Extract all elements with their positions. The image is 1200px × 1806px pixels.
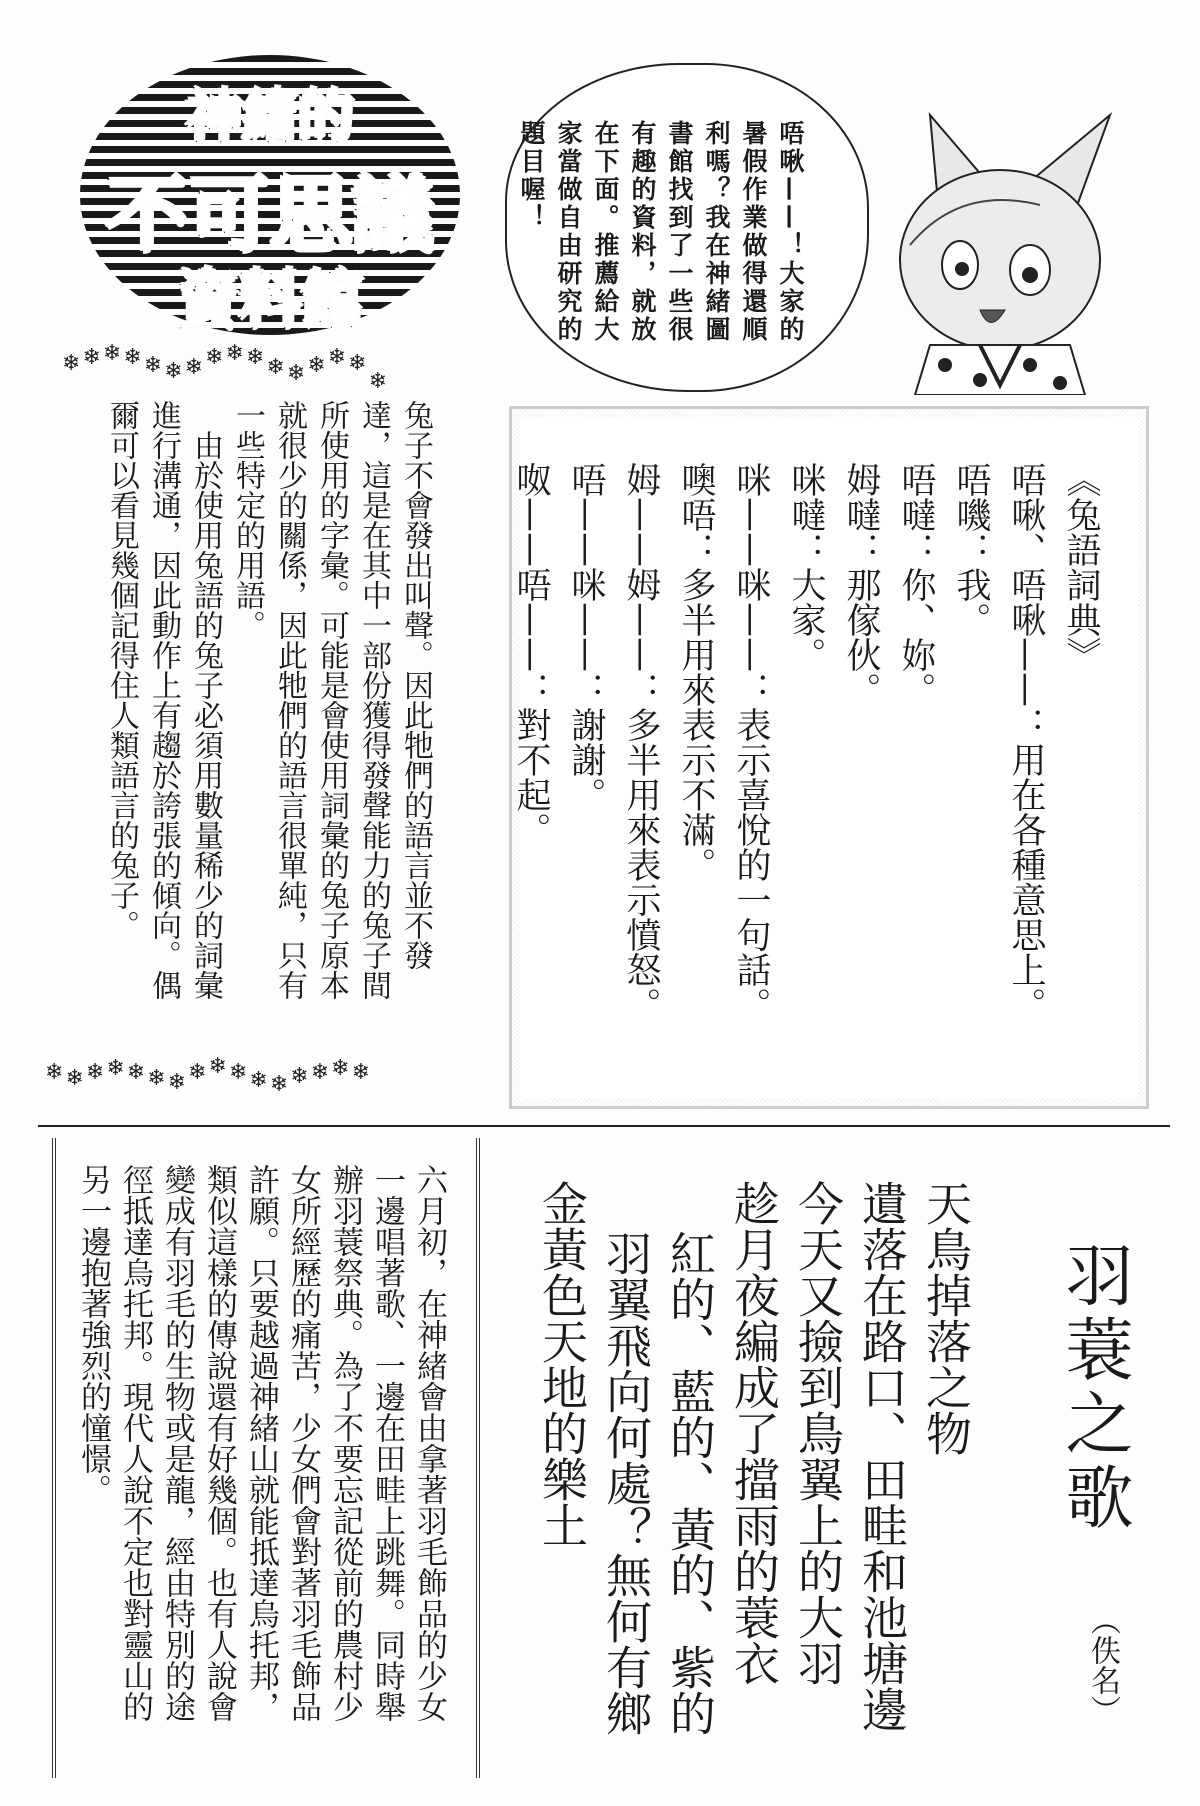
title-line-1: 神緒的 (186, 85, 354, 150)
dictionary-entry: 唔噠：你、妳。 (896, 462, 936, 707)
note-line: 許願。只要越過神緒山就能抵達烏托邦， (243, 1164, 279, 1722)
article-line: 就很少的關係，因此牠們的語言很單純，只有 (272, 400, 307, 1000)
article-line: 由於使用兔語的兔子必須用數量稀少的詞彙 (188, 400, 223, 1000)
rabbit-dictionary-box (509, 406, 1149, 1109)
poem-body (530, 1180, 978, 1736)
poem-line: 遺落在路口、田畦和池塘邊 (855, 1180, 909, 1732)
snowflake-border-bottom: ❄❄❄❄❄❄❄❄❄❄❄❄❄❄❄❄ (45, 1054, 372, 1097)
section-divider (38, 1125, 1170, 1127)
bubble-line: 暑假作業做得還順 (739, 120, 768, 344)
dictionary-entry: 咪噠：大家。 (786, 462, 826, 672)
rabbit-language-article (100, 400, 436, 1060)
poem-title: 羽蓑之歌 (1054, 1240, 1133, 1536)
dictionary-entry: 姆噠：那傢伙。 (841, 462, 881, 707)
dictionary-entry: 咪——咪——：表示喜悅的一句話。 (731, 462, 771, 1022)
bubble-line: 利嗎？我在神緒圖 (702, 120, 731, 344)
title-line-2: 不可思議 (105, 168, 434, 263)
speech-bubble (505, 63, 869, 392)
festival-note-box (52, 1138, 480, 1778)
note-line: 六月初，在神緒會由拿著羽毛飾品的少女 (411, 1164, 447, 1722)
speech-bubble-text (513, 120, 809, 344)
bubble-line: 唔啾——！大家的 (776, 120, 805, 344)
bubble-line: 家當做自由研究的 (554, 120, 583, 344)
bubble-line: 書館找到了一些很 (665, 120, 694, 344)
title-logo (80, 55, 460, 335)
festival-note (72, 1164, 450, 1722)
poem-line: 金黃色天地的樂土 (535, 1180, 589, 1548)
dictionary-entry: 唔啾、唔啾——：用在各種意思上。 (1006, 462, 1046, 1022)
article-line: 進行溝通，因此動作上有趨於誇張的傾向。偶 (146, 400, 181, 1000)
article-line: 兔子不會發出叫聲。因此牠們的語言並不發 (398, 400, 433, 970)
rabbit-dictionary (503, 462, 1108, 1022)
poem-line: 趁月夜編成了擋雨的蓑衣 (727, 1180, 781, 1686)
note-line: 另一邊抱著強烈的憧憬。 (75, 1164, 111, 1505)
article-line: 爾可以看見幾個記得住人類語言的兔子。 (104, 400, 139, 940)
dictionary-entry: 姆——姆——：多半用來表示憤怒。 (621, 462, 661, 1022)
poem-line: 今天又撿到鳥翼上的大羽 (791, 1180, 845, 1686)
dictionary-entry: 噢唔：多半用來表示不滿。 (676, 462, 716, 882)
note-line: 變成有羽毛的生物或是龍，經由特別的途 (159, 1164, 195, 1722)
article-line: 達，這是在其中一部份獲得發聲能力的兔子間 (356, 400, 391, 1000)
poem-line: 紅的、藍的、黃的、紫的 (663, 1230, 717, 1736)
note-line: 女所經歷的痛苦，少女們會對著羽毛飾品 (285, 1164, 321, 1722)
bubble-line: 題目喔！ (517, 120, 546, 232)
article-line: 一些特定的用語。 (230, 400, 265, 640)
poem-line: 天鳥掉落之物 (919, 1180, 973, 1456)
dictionary-entry: 呶——唔——：對不起。 (511, 462, 551, 847)
note-line: 一邊唱著歌、一邊在田畦上跳舞。同時舉 (369, 1164, 405, 1722)
poem-author: （佚名） (1085, 1605, 1120, 1725)
note-line: 辦羽蓑祭典。為了不要忘記從前的農村少 (327, 1164, 363, 1722)
dictionary-title: 《兔語詞典》 (1061, 462, 1101, 672)
poem-line: 羽翼飛向何處？無何有鄉 (599, 1230, 653, 1736)
rabbit-character-illustration (870, 95, 1160, 395)
snowflake-border-top: ❄❄❄❄❄❄❄❄❄❄❄❄❄❄❄❄ (62, 341, 389, 394)
bubble-line: 有趣的資料，就放 (628, 120, 657, 344)
dictionary-entry: 唔嘰：我。 (951, 462, 991, 637)
note-line: 類似這樣的傳說還有好幾個。也有人說會 (201, 1164, 237, 1722)
bubble-line: 在下面。推薦給大 (591, 120, 620, 344)
note-line: 徑抵達烏托邦。現代人說不定也對靈山的 (117, 1164, 153, 1722)
title-line-3: 資料館 (176, 263, 363, 336)
dictionary-entry: 唔——咪——：謝謝。 (566, 462, 606, 812)
article-line: 所使用的字彙。可能是會使用詞彙的兔子原本 (314, 400, 349, 1000)
